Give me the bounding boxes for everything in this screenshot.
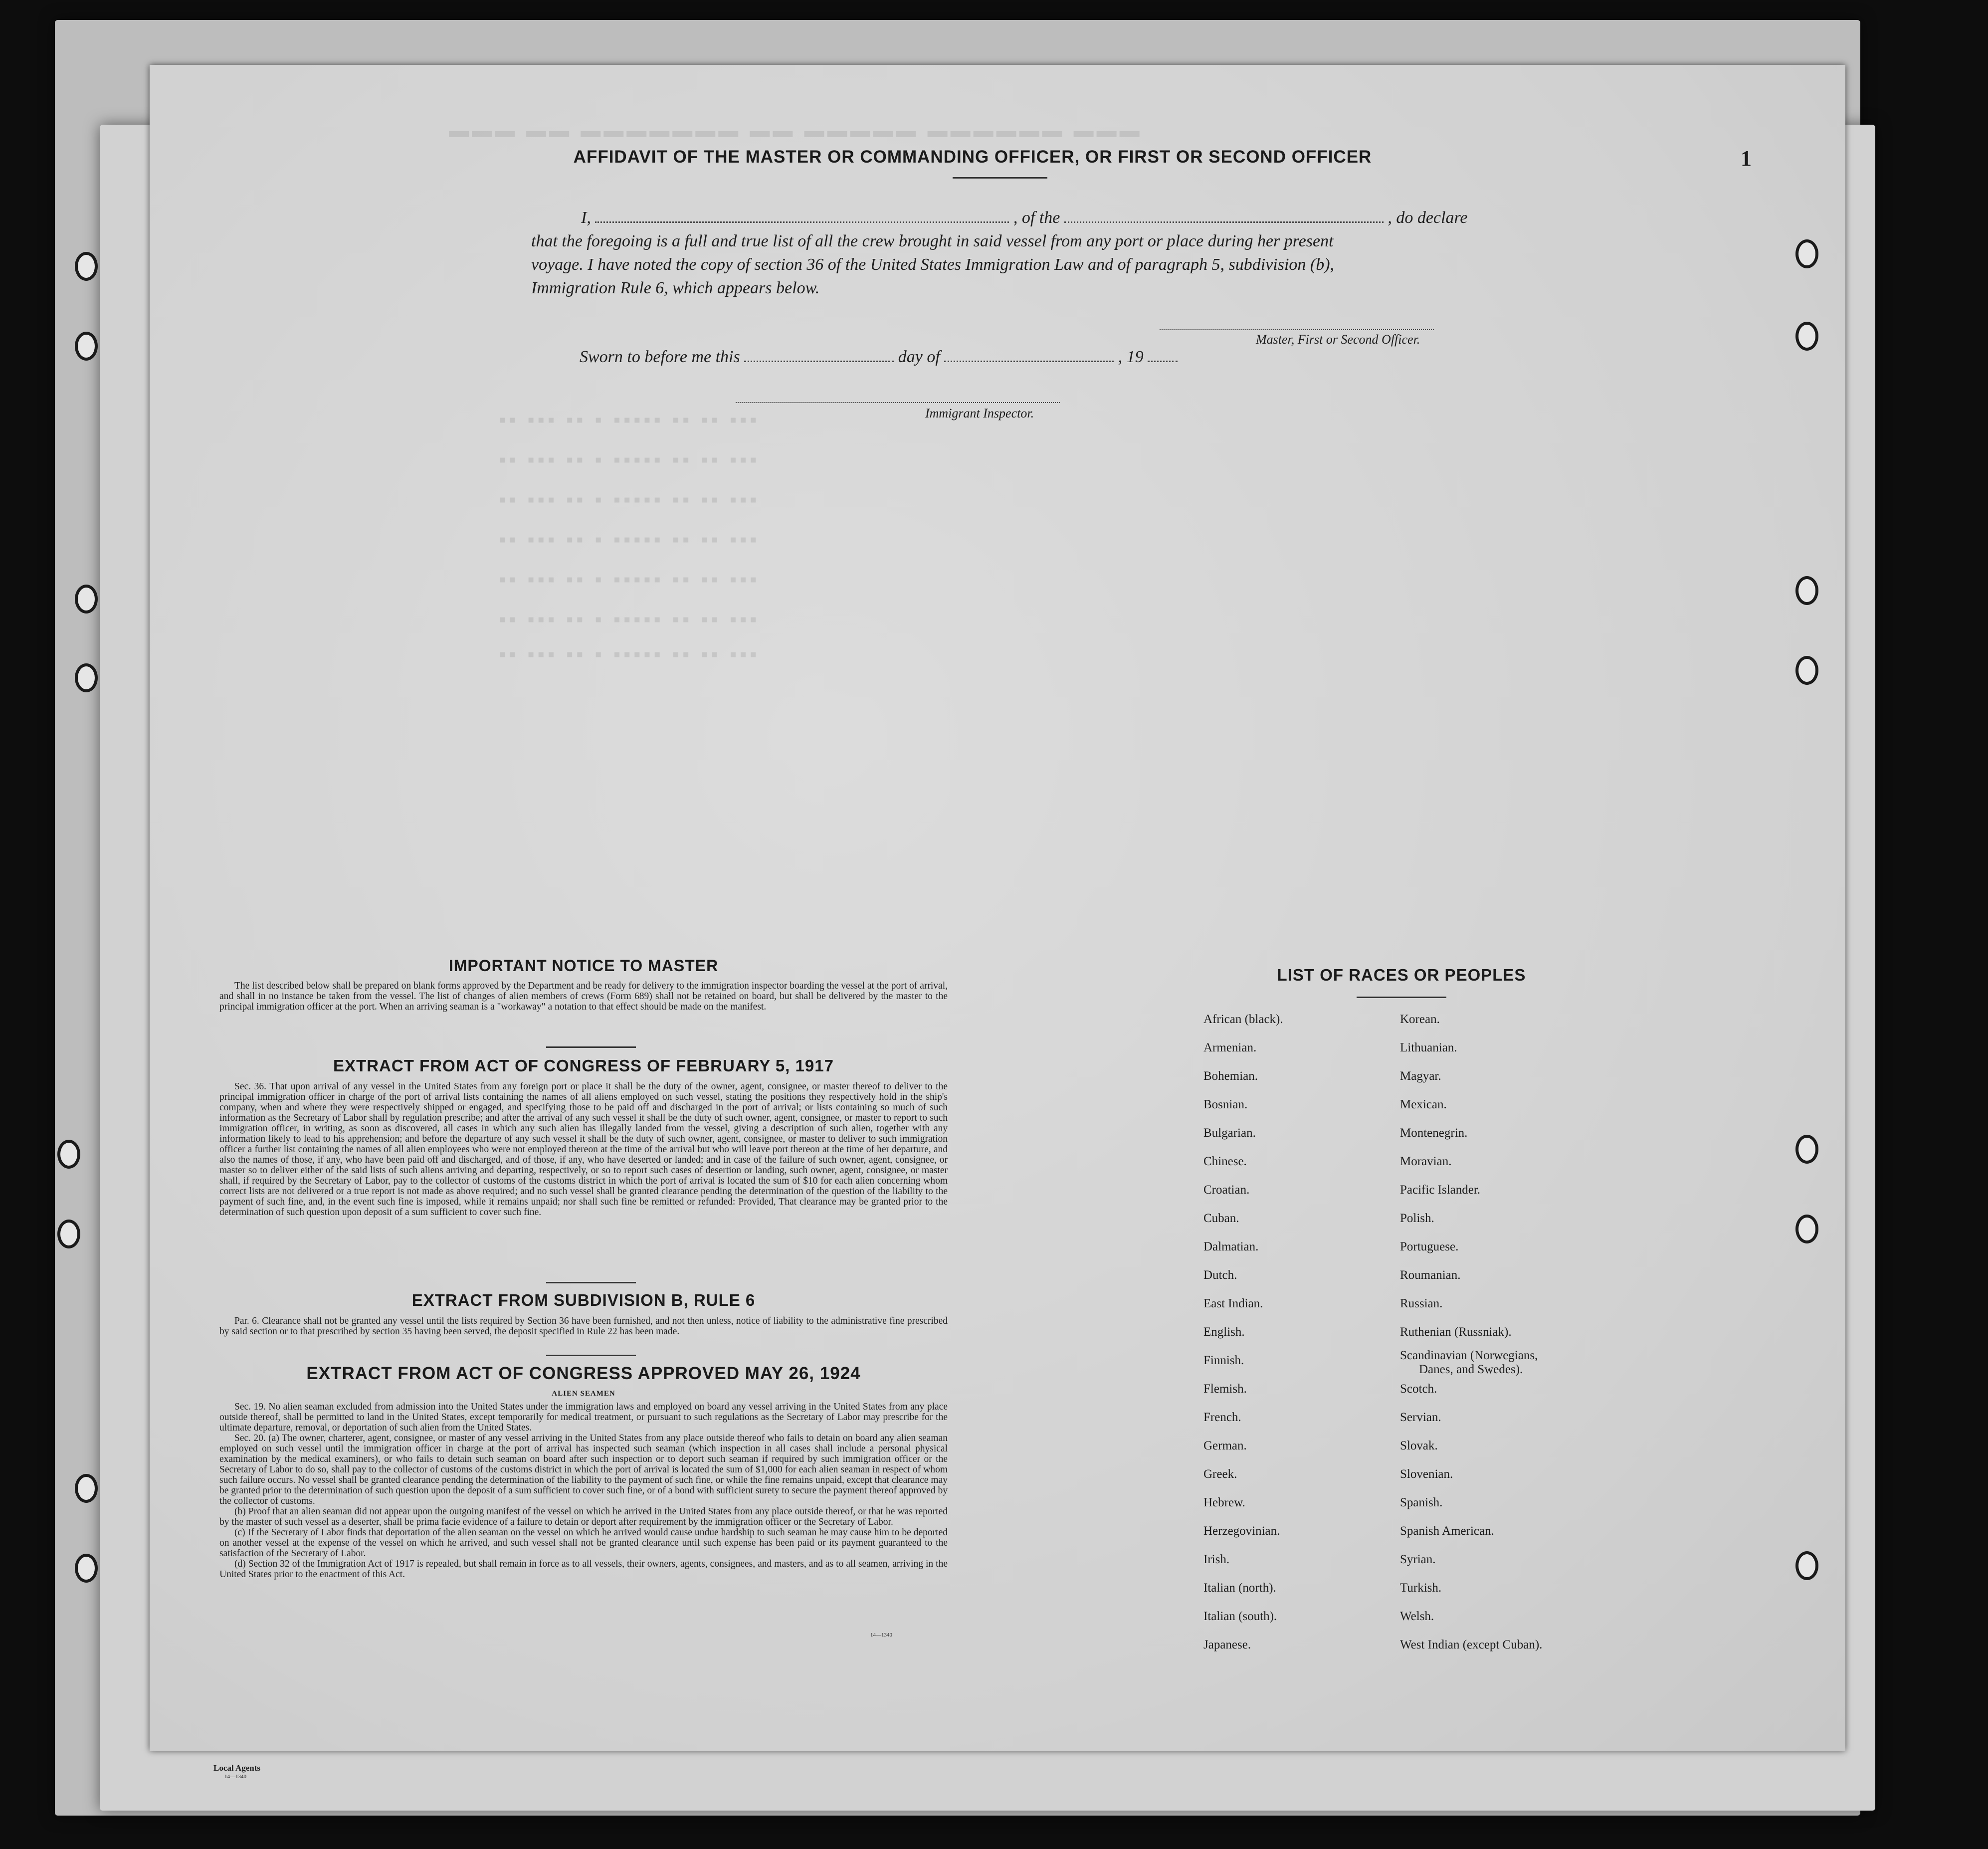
section-rule xyxy=(546,1046,636,1048)
sworn-day-field[interactable] xyxy=(744,361,894,362)
binder-hole-icon xyxy=(1795,239,1818,268)
binder-hole-icon xyxy=(75,252,98,281)
race-item: Slovenian. xyxy=(1400,1467,1453,1481)
race-item: Lithuanian. xyxy=(1400,1041,1457,1054)
affidavit-line-1 xyxy=(581,208,1468,227)
races-title: LIST OF RACES OR PEOPLES xyxy=(1277,966,1526,984)
race-item: Bosnian. xyxy=(1203,1098,1248,1111)
race-item: German. xyxy=(1203,1439,1247,1452)
master-signature-caption: Master, First or Second Officer. xyxy=(1256,332,1420,347)
notice-text: The list described below shall be prepared on blank forms approved by the Department and be ready for delivery to the immigration inspector boarding the vessel at the port of arrival, and shall in no instance be taken from the vessel. The list of changes of alien members of crews (Form 689) shall not be retained on board, but shall be delivered by the master to the principal immigration officer at the port. When an arriving seaman is a "workaway" a notation to that effect should be made on the manifest. xyxy=(219,981,948,1012)
affidavit-title: AFFIDAVIT OF THE MASTER OR COMMANDING OFFICER, OR FIRST OR SECOND OFFICER xyxy=(573,147,1372,167)
race-item: African (black). xyxy=(1203,1013,1283,1026)
sworn-line xyxy=(580,348,1178,367)
race-item: Welsh. xyxy=(1400,1610,1434,1623)
binder-hole-icon xyxy=(1795,322,1818,351)
race-item: Ruthenian (Russniak). xyxy=(1400,1325,1512,1339)
race-item: Korean. xyxy=(1400,1013,1440,1026)
binder-hole-icon xyxy=(75,1554,98,1583)
binder-hole-icon xyxy=(1795,1551,1818,1580)
race-item: Portuguese. xyxy=(1400,1240,1459,1253)
subdivision-b-title: EXTRACT FROM SUBDIVISION B, RULE 6 xyxy=(411,1291,756,1309)
footer-form-code: 14—1340 xyxy=(224,1774,246,1780)
i-label: I, xyxy=(581,208,591,227)
do-declare-label: , do declare xyxy=(1388,208,1468,227)
master-name-field[interactable] xyxy=(595,221,1009,223)
title-rule xyxy=(953,177,1047,179)
inspector-signature-line[interactable] xyxy=(736,402,1060,403)
race-item: Finnish. xyxy=(1203,1354,1244,1367)
race-item: Italian (south). xyxy=(1203,1610,1277,1623)
binder-hole-icon xyxy=(75,1474,98,1503)
race-item: Pacific Islander. xyxy=(1400,1183,1481,1197)
race-item: Croatian. xyxy=(1203,1183,1250,1197)
race-item: Greek. xyxy=(1203,1467,1237,1481)
sworn-month-field[interactable] xyxy=(944,361,1114,362)
race-item: Dutch. xyxy=(1203,1268,1237,1282)
race-item: Chinese. xyxy=(1203,1155,1247,1168)
race-item: Hebrew. xyxy=(1203,1496,1245,1509)
vessel-name-field[interactable] xyxy=(1064,221,1384,223)
affidavit-line-2: that the foregoing is a full and true list of all the crew brought in said vessel from any port or place during her present xyxy=(531,232,1334,250)
binder-hole-icon xyxy=(75,663,98,692)
race-item: West Indian (except Cuban). xyxy=(1400,1638,1543,1651)
race-item: Flemish. xyxy=(1203,1382,1247,1396)
race-item: Polish. xyxy=(1400,1212,1434,1225)
race-item: Magyar. xyxy=(1400,1069,1441,1083)
race-item: East Indian. xyxy=(1203,1297,1263,1310)
race-item: French. xyxy=(1203,1411,1241,1424)
races-rule xyxy=(1357,997,1446,998)
binder-hole-icon xyxy=(57,1140,80,1169)
race-item: Scotch. xyxy=(1400,1382,1437,1396)
affidavit-line-4: Immigration Rule 6, which appears below. xyxy=(531,279,820,297)
extract-1924-title: EXTRACT FROM ACT OF CONGRESS APPROVED MAY 26, 1924 xyxy=(306,1364,861,1383)
year-label: , 19 xyxy=(1118,348,1144,366)
race-item: Roumanian. xyxy=(1400,1268,1461,1282)
race-item: Armenian. xyxy=(1203,1041,1257,1054)
race-item-continuation: Danes, and Swedes). xyxy=(1419,1363,1523,1376)
race-item: Cuban. xyxy=(1203,1212,1239,1225)
affidavit-line-3: voyage. I have noted the copy of section 36 of the United States Immigration Law and of paragraph 5, subdivision (b), xyxy=(531,255,1335,274)
section-rule xyxy=(546,1282,636,1283)
of-the-label: , of the xyxy=(1013,208,1060,227)
race-item: Herzegovinian. xyxy=(1203,1524,1280,1538)
bleed-through-texture: ▪▪ ▪▪▪ ▪▪ ▪ ▪▪▪▪▪ ▪▪ ▪▪ ▪▪▪ xyxy=(499,449,760,471)
section-rule xyxy=(546,1355,636,1356)
race-item: Bohemian. xyxy=(1203,1069,1258,1083)
race-item: Slovak. xyxy=(1400,1439,1438,1452)
race-item: Mexican. xyxy=(1400,1098,1447,1111)
race-item: Scandinavian (Norwegians, xyxy=(1400,1349,1538,1362)
sworn-label: Sworn to before me this xyxy=(580,348,740,366)
race-item: Servian. xyxy=(1400,1411,1441,1424)
extract-1917-title: EXTRACT FROM ACT OF CONGRESS OF FEBRUARY 5, 1917 xyxy=(333,1056,834,1075)
sworn-year-field[interactable] xyxy=(1148,361,1178,362)
master-signature-line[interactable] xyxy=(1160,329,1434,330)
bleed-through-texture: ▪▪ ▪▪▪ ▪▪ ▪ ▪▪▪▪▪ ▪▪ ▪▪ ▪▪▪ xyxy=(499,569,760,591)
binder-hole-icon xyxy=(75,585,98,614)
race-item: Bulgarian. xyxy=(1203,1126,1256,1140)
extract-1917-text: Sec. 36. That upon arrival of any vessel in the United States from any foreign port or place it shall be the duty of the owner, agent, consignee, or master thereof to deliver to the principal immigration officer in charge of the port of arrival lists containing the names of all aliens employed on such vessel, stating the positions they respectively hold in the ship's company, when and where they were respectively shipped or engaged, and specifying those to be paid off and discharged in the port of arrival; or lists containing so much of such information as the Secretary of Labor shall by regulation prescribe; and after the arrival of any such vessel it shall be the duty of such owner, agent, consignee, or master to report to such immigration officer, in writing, as soon as discovered, all cases in which any such alien has illegally landed from the vessel, giving a description of such alien, together with any information likely to lead to his apprehension; and before the departure of any such vessel it shall be the duty of such owner, agent, consignee, or master to deliver to such immigration officer a further list containing the names of all alien employees who were not employed thereon at the time of the arrival but who will leave port thereon at the time of her departure, and also the names of those, if any, who have been paid off and discharged, and of those, if any, who have deserted or landed; and in case of the failure of such owner, agent, consignee, or master so to deliver either of the said lists of such aliens arriving and departing, respectively, or so to report such cases of desertion or landing, such owner, agent, consignee, or master shall, if required by the Secretary of Labor, pay to the collector of customs of the customs district in which the port of arrival is located the sum of $10 for each alien concerning whom correct lists are not delivered or a true report is not made as above required; and no such vessel shall be granted clearance pending the determination of the question of the liability to the payment of such fine, and, in the event such fine is imposed, while it remains unpaid; nor shall such fine be remitted or refunded: Provided, That clearance may be granted prior to the determination of such question upon deposit of a sum sufficient to cover such fine. xyxy=(219,1081,948,1218)
race-item: Spanish. xyxy=(1400,1496,1443,1509)
race-item: Russian. xyxy=(1400,1297,1443,1310)
race-item: Japanese. xyxy=(1203,1638,1251,1651)
race-item: English. xyxy=(1203,1325,1245,1339)
race-item: Italian (north). xyxy=(1203,1581,1276,1595)
race-item: Dalmatian. xyxy=(1203,1240,1259,1253)
bleed-through-texture: ▪▪ ▪▪▪ ▪▪ ▪ ▪▪▪▪▪ ▪▪ ▪▪ ▪▪▪ xyxy=(499,643,760,665)
subdivision-b-text: Par. 6. Clearance shall not be granted any vessel until the lists required by Section 36 have been furnished, and not then unless, notice of liability to the administrative fine prescribed by said section or to that prescribed by section 35 having been served, the deposit specified in Rule 22 has been made. xyxy=(219,1316,948,1337)
binder-hole-icon xyxy=(1795,1215,1818,1243)
alien-seamen-subtitle: ALIEN SEAMEN xyxy=(552,1390,615,1398)
binder-hole-icon xyxy=(1795,576,1818,605)
local-agents-label: Local Agents xyxy=(213,1763,260,1773)
bleed-through-texture: ▪▪ ▪▪▪ ▪▪ ▪ ▪▪▪▪▪ ▪▪ ▪▪ ▪▪▪ xyxy=(499,529,760,551)
race-item: Irish. xyxy=(1203,1553,1230,1566)
bleed-through-texture: ▬▬▬ ▬▬ ▬▬▬▬▬▬▬ ▬▬ ▬▬▬▬▬ ▬▬▬▬▬▬ ▬▬▬ xyxy=(449,120,1143,142)
race-item: Moravian. xyxy=(1400,1155,1452,1168)
notice-title: IMPORTANT NOTICE TO MASTER xyxy=(448,957,719,975)
binder-hole-icon xyxy=(57,1220,80,1248)
binder-hole-icon xyxy=(1795,656,1818,685)
form-code: 14—1340 xyxy=(870,1632,892,1638)
page-number: 1 xyxy=(1741,146,1752,171)
inspector-signature-caption: Immigrant Inspector. xyxy=(925,406,1034,420)
binder-hole-icon xyxy=(75,332,98,361)
binder-hole-icon xyxy=(1795,1135,1818,1164)
extract-1924-text: Sec. 19. No alien seaman excluded from admission into the United States under the immigration laws and employed on board any vessel arriving in the United States from any place outside thereof, shall be permitted to land in the United States, except temporarily for medical treatment, or pursuant to such regulations as the Secretary of Labor may prescribe for the ultimate departure, removal, or deportation of such alien from the United States. Sec. 20. (a) The owner, charterer, agent, consignee, or master of any vessel arriving in the United States from any place outside thereof who fails to detain on board any alien seaman employed on such vessel until the immigration officer in charge at the port of arrival has inspected such seaman (which inspection in all cases shall include a personal physical examination by the medical examiners), or who fails to detain such seaman on board after such inspection or to deport such seaman if required by such immigration officer or the Secretary of Labor to do so, shall pay to the collector of customs of the customs district in which the port of arrival is located the sum of $1,000 for each alien seaman in respect of whom such failure occurs. No vessel shall be granted clearance pending the determination of the liability to the payment of such fine, or while the fine remains unpaid, except that clearance may be granted prior to the determination of such question upon the deposit of a sum sufficient to cover such fine, or of a bond with sufficient surety to secure the payment thereof approved by the collector of customs. (b) Proof that an alien seaman did not appear upon the outgoing manifest of the vessel on which he arrived in the United States from any place outside thereof, or that he was reported by the master of such vessel as a deserter, shall be prima facie evidence of a failure to detain or deport after requirement by the immigration officer or the Secretary of Labor. (c) If the Secretary of Labor finds that deportation of the alien seaman on the vessel on which he arrived would cause undue hardship to such seaman he may cause him to be deported on another vessel at the expense of the vessel on which he arrived, and such vessel shall not be granted clearance until such expense has been paid or its payment guaranteed to the satisfaction of the Secretary of Labor. (d) Section 32 of the Immigration Act of 1917 is repealed, but shall remain in force as to all vessels, their owners, agents, consignees, and masters, and as to all seamen, arriving in the United States prior to the enactment of this Act. xyxy=(219,1402,948,1580)
day-of-label: day of xyxy=(898,348,940,366)
bleed-through-texture: ▪▪ ▪▪▪ ▪▪ ▪ ▪▪▪▪▪ ▪▪ ▪▪ ▪▪▪ xyxy=(499,409,760,431)
race-item: Spanish American. xyxy=(1400,1524,1494,1538)
race-item: Montenegrin. xyxy=(1400,1126,1468,1140)
bleed-through-texture: ▪▪ ▪▪▪ ▪▪ ▪ ▪▪▪▪▪ ▪▪ ▪▪ ▪▪▪ xyxy=(499,609,760,630)
race-item: Turkish. xyxy=(1400,1581,1442,1595)
race-item: Syrian. xyxy=(1400,1553,1436,1566)
bleed-through-texture: ▪▪ ▪▪▪ ▪▪ ▪ ▪▪▪▪▪ ▪▪ ▪▪ ▪▪▪ xyxy=(499,489,760,511)
